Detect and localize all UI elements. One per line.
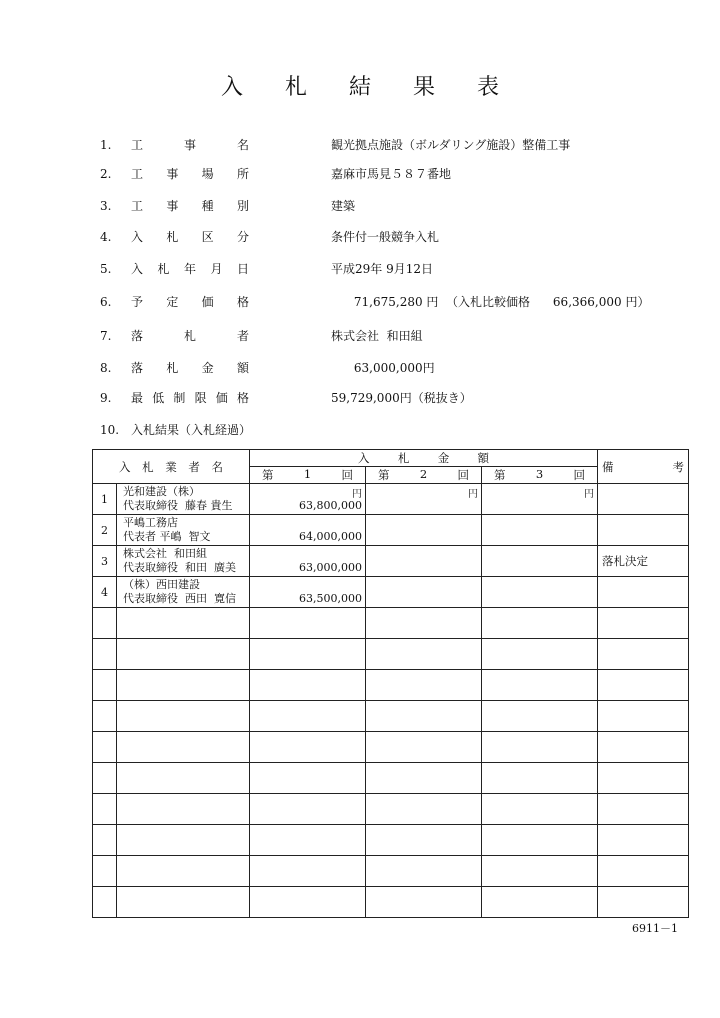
empty-cell [366,825,482,856]
bidder-name [117,577,250,608]
empty-cell [598,670,689,701]
label-char: 低 [152,391,165,405]
empty-cell [598,825,689,856]
info-row-label [131,358,249,378]
round-2-amount [366,484,482,515]
empty-cell [598,887,689,918]
label-char: 事 [166,199,179,213]
remarks-cell [598,515,689,546]
empty-cell [482,763,598,794]
bidder-name-header [93,450,250,484]
label-char: 格 [236,391,249,405]
label-char: 所 [236,167,249,181]
empty-cell [482,825,598,856]
label-char: 日 [236,262,249,276]
header-char: 回 [573,468,586,482]
page-title: 入札結果表 [220,75,541,100]
table-row-empty [93,670,689,701]
header-char: 第 [378,468,390,482]
empty-cell [598,732,689,763]
info-row-value: 建築 [331,199,356,213]
label-char: 予 [131,295,144,309]
empty-cell [93,825,117,856]
bid-results-table [92,449,689,918]
round-3-amount [482,515,598,546]
empty-cell [93,763,117,794]
company-name: 平嶋工務店 [123,516,178,529]
bidder-index: 3 [93,546,117,577]
label-char: 価 [201,295,214,309]
label-char: 定 [166,295,179,309]
table-row-empty [93,608,689,639]
empty-cell [117,701,250,732]
empty-cell [93,887,117,918]
table-row-empty [93,825,689,856]
bid-value: 63,800,000 [299,499,362,512]
empty-cell [117,825,250,856]
empty-cell [93,670,117,701]
label-char: 入札結果（入札経過） [131,423,252,437]
empty-cell [598,639,689,670]
info-row [0,326,720,346]
empty-cell [598,763,689,794]
label-char: 入 [131,262,144,276]
empty-cell [482,732,598,763]
company-name: （株）西田建設 [123,578,200,591]
label-char: 額 [236,361,249,375]
round-2-amount [366,577,482,608]
round-1-amount [250,577,366,608]
company-name: 株式会社 和田組 [123,547,207,560]
info-row [0,292,720,312]
label-char: 札 [166,230,179,244]
table-row-empty [93,794,689,825]
header-char: 札 [397,451,410,465]
bid-value: 63,500,000 [299,592,362,605]
round-2-header [366,467,482,484]
header-char: 業 [165,459,177,474]
info-row-number: 4. [100,230,112,244]
header-char: 札 [142,459,154,474]
info-row-label [131,326,249,346]
label-char: 別 [236,199,249,213]
label-char: 札 [157,262,170,276]
header-char: 名 [211,459,223,474]
empty-cell [482,701,598,732]
header-char: 第 [262,468,274,482]
empty-cell [250,608,366,639]
empty-cell [366,701,482,732]
bidder-index: 1 [93,484,117,515]
header-char: 金 [437,451,450,465]
round-3-amount [482,484,598,515]
empty-cell [366,608,482,639]
info-row [0,196,720,216]
company-name: 光和建設（株） [123,485,200,498]
empty-cell [117,887,250,918]
empty-cell [93,639,117,670]
header-char: 入 [119,459,131,474]
empty-cell [93,794,117,825]
info-row-number: 7. [100,329,112,343]
empty-cell [482,608,598,639]
info-row [0,259,720,279]
header-char: 回 [457,468,469,482]
label-char: 格 [236,295,249,309]
label-char: 工 [131,138,144,152]
empty-cell [250,887,366,918]
empty-cell [482,670,598,701]
empty-cell [93,856,117,887]
empty-cell [482,887,598,918]
info-row-value: 条件付一般競争入札 [331,230,440,244]
info-row-number: 2. [100,167,112,181]
empty-cell [250,856,366,887]
label-char: 金 [201,361,214,375]
empty-cell [93,732,117,763]
empty-cell [117,763,250,794]
document-number: 6911－1 [632,922,678,935]
empty-cell [366,732,482,763]
empty-cell [366,670,482,701]
header-char: 2 [419,467,428,481]
label-char: 限 [194,391,207,405]
info-row-number: 3. [100,199,112,213]
label-char: 場 [201,167,214,181]
info-row [0,164,720,184]
empty-cell [482,794,598,825]
label-char: 価 [215,391,228,405]
bidder-name [117,515,250,546]
empty-cell [117,670,250,701]
label-char: 制 [173,391,186,405]
bidder-name [117,546,250,577]
remarks-cell [598,577,689,608]
info-row-label [131,164,249,184]
empty-cell [250,763,366,794]
info-row [0,388,720,408]
empty-cell [117,856,250,887]
empty-cell [366,856,482,887]
info-row-value: 株式会社 和田組 [331,329,423,343]
remarks-header [598,450,689,484]
empty-cell [366,887,482,918]
header-char: 備 [602,459,614,474]
label-char: 落 [131,329,144,343]
label-char: 最 [131,391,144,405]
label-char: 落 [131,361,144,375]
label-char: 分 [236,230,249,244]
empty-cell [482,639,598,670]
empty-cell [482,856,598,887]
empty-cell [366,794,482,825]
empty-cell [117,639,250,670]
header-char: 者 [188,459,200,474]
empty-cell [93,608,117,639]
info-row [0,358,720,378]
table-row [93,577,689,608]
info-row-number: 6. [100,295,112,309]
info-row-value: 平成29年 9月12日 [331,262,433,276]
round-2-amount [366,546,482,577]
representative-name: 代表取締役 藤春 貴生 [123,499,233,512]
representative-name: 代表取締役 和田 廣美 [123,561,236,574]
remarks-cell [598,484,689,515]
info-row-value: 59,729,000円（税抜き） [331,391,472,405]
table-row [93,546,689,577]
empty-cell [366,763,482,794]
bid-amount-header [250,450,598,467]
label-char: 年 [183,262,196,276]
empty-cell [598,856,689,887]
info-row-label [131,196,249,216]
empty-cell [250,825,366,856]
info-row-value: 63,000,000円 [331,361,435,375]
info-row-label [131,135,249,155]
info-row [0,135,720,155]
round-1-amount [250,546,366,577]
bidder-name [117,484,250,515]
round-1-amount [250,484,366,515]
info-row-value: 嘉麻市馬見５８７番地 [331,167,452,181]
round-1-header [250,467,366,484]
label-char: 者 [236,329,249,343]
info-row [0,420,720,440]
info-row-number: 5. [100,262,112,276]
label-char: 種 [201,199,214,213]
label-char: 入 [131,230,144,244]
empty-cell [598,794,689,825]
table-row-empty [93,639,689,670]
table-row-empty [93,763,689,794]
round-3-header [482,467,598,484]
header-char: 入 [358,451,370,465]
header-char: 考 [672,459,685,474]
round-2-amount [366,515,482,546]
round-3-amount [482,577,598,608]
table-row-empty [93,856,689,887]
header-char: 回 [341,468,353,482]
yen-unit: 円 [584,489,595,500]
representative-name: 代表取締役 西田 寛信 [123,592,236,605]
empty-cell [598,701,689,732]
label-char: 事 [166,167,179,181]
label-char: 月 [210,262,223,276]
empty-cell [366,639,482,670]
bid-value: 64,000,000 [299,530,362,543]
label-char: 事 [183,138,196,152]
empty-cell [117,794,250,825]
label-char: 工 [131,167,144,181]
info-row [0,227,720,247]
label-char: 工 [131,199,144,213]
empty-cell [250,701,366,732]
info-row-number: 1. [100,138,112,152]
representative-name: 代表者 平嶋 智文 [123,530,211,543]
round-1-amount [250,515,366,546]
table-row-empty [93,732,689,763]
yen-unit: 円 [468,489,478,500]
label-char: 区 [201,230,214,244]
remarks-cell: 落札決定 [598,546,689,577]
table-row-empty [93,887,689,918]
label-char: 名 [236,138,249,152]
header-char: 3 [535,467,544,481]
bidder-index: 4 [93,577,117,608]
empty-cell [598,608,689,639]
project-info-list [0,0,720,440]
table-row-empty [93,701,689,732]
header-char: 第 [494,468,506,482]
info-row-number: 9. [100,391,112,405]
info-row-number: 8. [100,361,112,375]
table-row [93,484,689,515]
empty-cell [250,670,366,701]
empty-cell [93,701,117,732]
empty-cell [117,608,250,639]
bid-value: 63,000,000 [299,561,362,574]
round-3-amount [482,546,598,577]
empty-cell [117,732,250,763]
info-row-value: 71,675,280 円 （入札比較価格 66,366,000 円） [331,295,650,309]
bidder-index: 2 [93,515,117,546]
empty-cell [250,639,366,670]
info-row-label [131,420,252,440]
info-row-label [131,292,249,312]
empty-cell [250,794,366,825]
label-char: 札 [183,329,196,343]
yen-unit: 円 [352,489,362,500]
header-char: 1 [303,467,312,481]
label-char: 札 [166,361,179,375]
info-row-number: 10. [100,423,120,437]
info-row-value: 観光拠点施設（ボルダリング施設）整備工事 [331,138,571,152]
info-row-label [131,259,249,279]
empty-cell [250,732,366,763]
table-row [93,515,689,546]
info-row-label [131,227,249,247]
header-char: 額 [477,451,490,465]
info-row-label [131,388,249,408]
